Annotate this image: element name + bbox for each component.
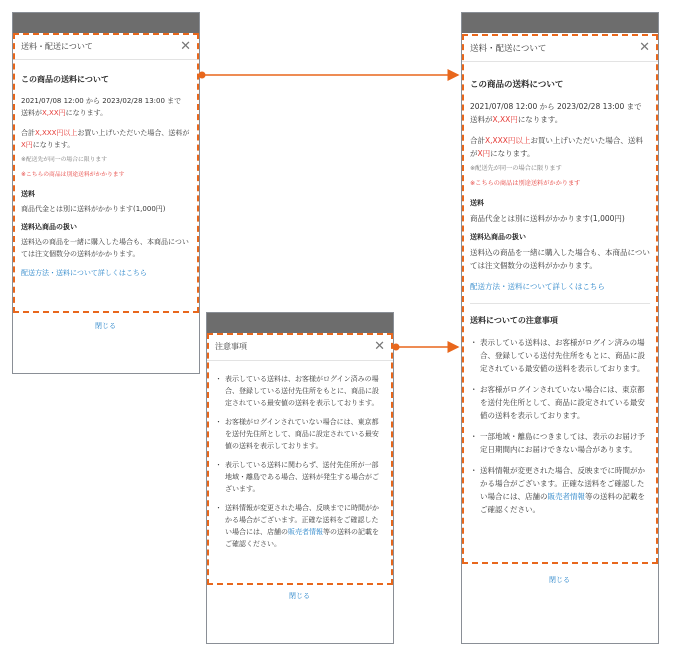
close-button[interactable]: 閉じる	[289, 592, 310, 600]
close-button[interactable]: 閉じる	[95, 322, 116, 330]
free-shipping-condition: 合計X,XXX円以上お買い上げいただいた場合、送料がX円になります。	[21, 129, 190, 149]
list-item: ・ 送料情報が変更された場合、反映までに時間がかかる場合がございます。正確な送料をご確認したい場合には、店舗の販売者情報等の送料の記載をご確認ください。	[215, 502, 385, 550]
modal-title: 送料・配送について	[470, 43, 547, 54]
included-text: 送料込の商品を一緒に購入した場合も、本商品については注文個数分の送料がかかります。	[470, 248, 650, 270]
list-item: ・ 表示している送料は、お客様がログイン済みの場合、登録している送付先住所をもとに、商品に設定されている最安値の送料を表示しております。	[470, 336, 650, 375]
free-shipping-condition: 合計X,XXX円以上お買い上げいただいた場合、送料がX円になります。	[470, 136, 643, 158]
list-item: ・ 一部地域・離島につきましては、表示のお届け予定日期間内にお届けできない場合があります。	[470, 430, 650, 456]
note-separate-fee: ※こちらの商品は別途送料がかかります	[470, 180, 581, 187]
note-separate-fee: ※こちらの商品は別途送料がかかります	[21, 172, 125, 178]
shipping-heading: この商品の送料について	[21, 75, 109, 84]
shipping-period: 2021/07/08 12:00 から 2023/02/28 13:00 まで 送料がX,XX円になります。	[21, 97, 182, 117]
list-item: ・ お客様がログインされていない場合には、東京都を送付先住所として、商品に設定されている最安値の送料を表示しております。	[470, 383, 650, 422]
fee-text: 商品代金とは別に送料がかかります(1,000円)	[470, 214, 625, 223]
list-item: ・ 表示している送料は、お客様がログイン済みの場合、登録している送付先住所をもとに、商品に設定されている最安値の送料を表示しております。	[215, 373, 385, 409]
included-heading: 送料込商品の扱い	[470, 233, 526, 241]
list-item: ・ お客様がログインされていない場合には、東京都を送付先住所として、商品に設定されている最安値の送料を表示しております。	[215, 416, 385, 452]
details-link[interactable]: 配送方法・送料について詳しくはこちら	[21, 269, 147, 277]
fee-heading: 送料	[470, 199, 484, 207]
close-icon[interactable]: ✕	[374, 339, 385, 354]
note-same-address: ※配送先が同一の場合に限ります	[470, 165, 562, 172]
seller-info-link[interactable]: 販売者情報	[288, 528, 323, 536]
included-heading: 送料込商品の扱い	[21, 223, 77, 231]
seller-info-link[interactable]: 販売者情報	[547, 492, 585, 501]
close-button[interactable]: 閉じる	[549, 576, 570, 584]
notice-heading: 送料についての注意事項	[470, 316, 558, 325]
list-item: ・ 表示している送料に関わらず、送付先住所が一部地域・離島である場合、送料が発生する場合がございます。	[215, 459, 385, 495]
details-link[interactable]: 配送方法・送料について詳しくはこちら	[470, 282, 605, 291]
list-item: ・ 送料情報が変更された場合、反映までに時間がかかる場合がございます。正確な送料をご確認したい場合には、店舗の販売者情報等の送料の記載をご確認ください。	[470, 464, 650, 516]
included-text: 送料込の商品を一緒に購入した場合も、本商品については注文個数分の送料がかかります。	[21, 238, 189, 258]
arrow-shipping	[199, 72, 459, 79]
fee-text: 商品代金とは別に送料がかかります(1,000円)	[21, 205, 166, 213]
close-icon[interactable]: ✕	[639, 40, 650, 55]
note-same-address: ※配送先が同一の場合に限ります	[21, 157, 108, 163]
fee-heading: 送料	[21, 190, 35, 198]
shipping-period: 2021/07/08 12:00 から 2023/02/28 13:00 まで 送料がX,XX円になります。	[470, 102, 642, 124]
close-icon[interactable]: ✕	[180, 38, 191, 54]
modal-title: 注意事項	[215, 342, 247, 351]
arrow-notice	[393, 344, 459, 351]
modal-title: 送料・配送について	[21, 41, 93, 51]
shipping-heading: この商品の送料について	[470, 80, 564, 90]
